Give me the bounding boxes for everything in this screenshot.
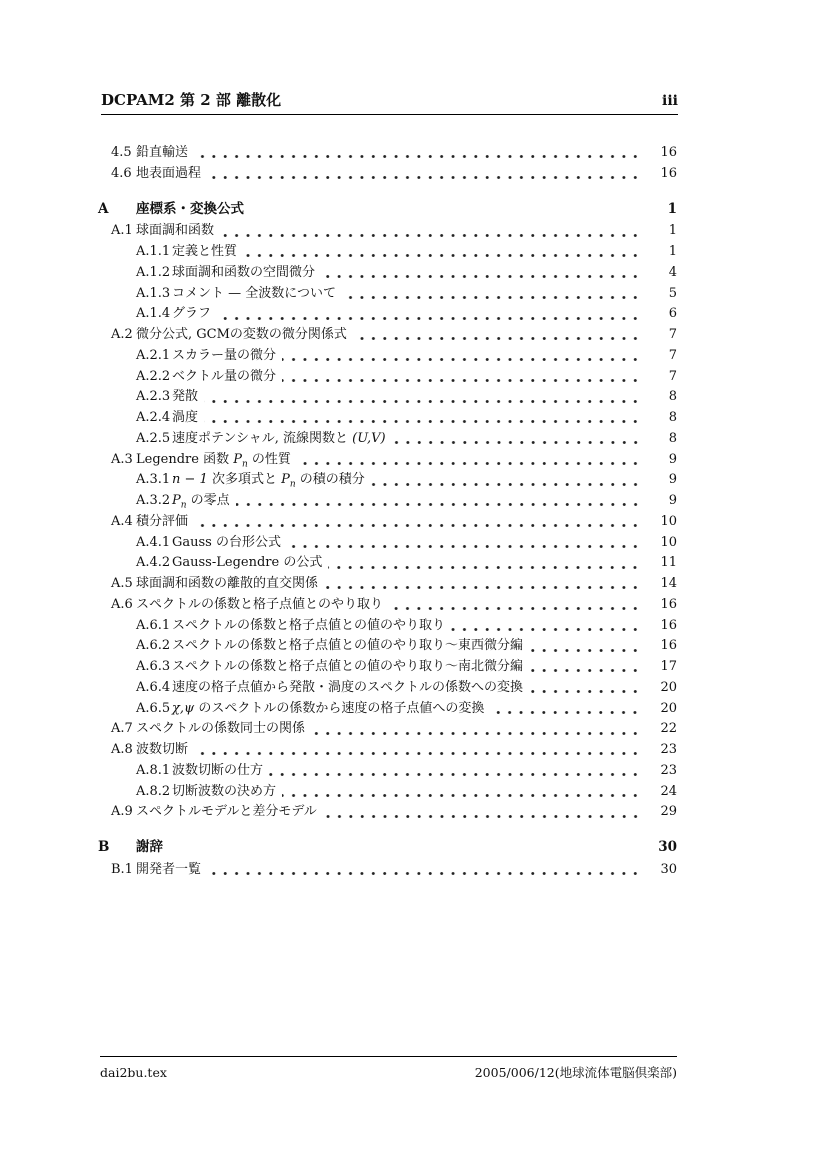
toc-entry-title: χ,ψ のスペクトルの係数から速度の格子点値への変換 <box>172 700 485 716</box>
toc-entry-title: 球面調和函数の離散的直交関係 <box>136 576 319 591</box>
toc-entry-page: 30 <box>658 839 677 855</box>
toc-entry <box>98 657 677 678</box>
toc-entry-title: Gauss の台形公式 <box>172 534 281 550</box>
toc-entry-page: 29 <box>660 804 677 820</box>
toc-entry <box>98 346 677 367</box>
page-header <box>101 92 678 115</box>
toc-entry-page: 20 <box>660 700 677 716</box>
toc-entry-number: 4.5 <box>111 145 132 160</box>
toc-entry-number: A.1.3 <box>136 285 171 301</box>
toc-entry-page: 7 <box>668 368 677 384</box>
toc-leader-dots <box>451 616 641 637</box>
toc-entry-number: A.3.2 <box>136 493 171 508</box>
toc-entry-title: 座標系・変換公式 <box>136 200 244 217</box>
toc-leader-dots <box>323 802 641 823</box>
toc-leader-dots <box>250 199 641 220</box>
toc-entry <box>98 304 677 325</box>
toc-entry-page: 7 <box>668 347 677 363</box>
toc-entry-page: 17 <box>660 659 677 674</box>
toc-leader-dots <box>217 304 641 325</box>
header-page-number: iii <box>662 93 678 109</box>
toc-entry-title: 開発者一覧 <box>136 861 202 877</box>
toc-entry <box>98 408 677 429</box>
toc-entry-title: ベクトル量の微分 <box>172 368 277 384</box>
toc-entry-number: B.1 <box>111 861 133 877</box>
toc-entry-title: 地表面過程 <box>136 165 202 181</box>
toc-entry <box>98 284 677 305</box>
toc-entry-title: n − 1 次多項式と $P_n$ の積の積分 <box>172 472 365 490</box>
toc-leader-dots <box>243 242 641 263</box>
toc-entry-page: 14 <box>660 576 677 591</box>
toc-entry <box>98 164 677 185</box>
toc-entry-title: 球面調和函数 <box>136 223 215 239</box>
toc-leader-dots <box>529 657 641 678</box>
toc-entry-title: 波数切断の仕方 <box>172 762 264 778</box>
toc-entry-title: グラフ <box>172 306 212 322</box>
toc-entry-title: 鉛直輸送 <box>136 145 189 160</box>
toc-entry-number: A.2.3 <box>136 389 171 405</box>
toc-entry-page: 8 <box>668 389 677 405</box>
toc-entry-page: 23 <box>660 762 677 778</box>
toc-entry-page: 7 <box>668 327 677 342</box>
toc-entry <box>98 782 677 803</box>
toc-leader-dots <box>204 387 641 408</box>
toc-entry-number: A.6.1 <box>136 617 171 633</box>
toc-entry-number: A.2.2 <box>136 368 171 384</box>
toc-leader-dots <box>321 263 641 284</box>
toc-entry-title: スペクトルの係数と格子点値とのやり取り <box>136 596 384 612</box>
toc-entry-page: 11 <box>660 555 677 571</box>
toc-entry-page: 23 <box>660 742 677 757</box>
toc-entry-page: 16 <box>660 165 677 181</box>
toc-entry-number: A.8.1 <box>136 762 171 778</box>
toc-entry-page: 24 <box>660 783 677 799</box>
toc-leader-dots <box>529 636 641 657</box>
toc-leader-dots <box>194 143 641 164</box>
toc-entry-page: 10 <box>660 534 677 550</box>
toc-entry-number: A.8.2 <box>136 783 171 799</box>
toc-entry <box>98 802 677 823</box>
toc-leader-dots <box>342 284 641 305</box>
toc-entry-title: 波数切断 <box>136 742 189 757</box>
toc-entry <box>98 740 677 761</box>
toc-leader-dots <box>371 470 641 491</box>
toc-entry-number: A.6.5 <box>136 700 171 716</box>
toc-entry-number: A.4.2 <box>136 555 171 571</box>
toc-entry <box>98 595 677 616</box>
toc-entry-number: A.3.1 <box>136 472 171 488</box>
toc-entry-title: スカラー量の微分 <box>172 347 277 363</box>
toc-entry <box>98 429 677 450</box>
toc-entry-page: 9 <box>668 472 677 488</box>
toc-entry-page: 8 <box>668 430 677 446</box>
toc-entry <box>98 636 677 657</box>
toc-entry <box>98 387 677 408</box>
toc-leader-dots <box>311 719 641 740</box>
toc-entry <box>98 263 677 284</box>
toc-entry-title: 切断波数の決め方 <box>172 783 277 799</box>
toc-leader-dots <box>220 221 641 242</box>
toc-entry-title: 微分公式, GCMの変数の微分関係式 <box>136 327 347 342</box>
toc-entry-number: A.3 <box>111 451 133 467</box>
toc-leader-dots <box>490 699 641 720</box>
toc-leader-dots <box>282 367 641 388</box>
toc-entry <box>98 860 677 881</box>
toc-entry-page: 9 <box>668 493 677 508</box>
toc-leader-dots <box>324 574 641 595</box>
toc-leader-dots <box>529 678 641 699</box>
toc-leader-dots <box>207 860 641 881</box>
toc-leader-dots <box>297 450 641 471</box>
toc-entry-title: スペクトルの係数同士の関係 <box>136 721 306 737</box>
toc-entry <box>98 325 677 346</box>
toc-entry-page: 9 <box>668 451 677 467</box>
toc-entry-page: 30 <box>660 861 677 877</box>
toc-entry-page: 4 <box>668 264 677 280</box>
toc-leader-dots <box>236 491 641 512</box>
toc-leader-dots <box>328 553 641 574</box>
toc-entry-number: A.2 <box>111 327 133 342</box>
toc-entry-page: 20 <box>660 679 677 695</box>
toc-entry-title: コメント — 全波数について <box>172 285 337 301</box>
toc-entry <box>98 574 677 595</box>
toc-entry-number: A.6.2 <box>136 638 171 654</box>
toc-entry <box>98 221 677 242</box>
toc-entry <box>98 761 677 782</box>
toc-entry <box>98 242 677 263</box>
toc-entry <box>98 470 677 491</box>
toc-entry-page: 16 <box>660 145 677 160</box>
toc-entry-number: A.9 <box>111 804 133 820</box>
toc-entry-number: A.6.3 <box>136 659 171 674</box>
toc-entry-page: 16 <box>660 638 677 654</box>
toc-entry-number: A.1.4 <box>136 306 171 322</box>
toc-entry-page: 16 <box>660 617 677 633</box>
toc-entry-title: スペクトルモデルと差分モデル <box>136 804 317 820</box>
page-footer <box>100 1056 677 1081</box>
toc-entry-number: A.1.1 <box>136 244 171 259</box>
toc-leader-dots <box>194 740 641 761</box>
toc-entry-page: 1 <box>667 200 677 217</box>
toc-entry <box>98 533 677 554</box>
toc-entry <box>98 553 677 574</box>
toc-entry <box>98 616 677 637</box>
toc-entry-page: 5 <box>668 285 677 301</box>
toc-entry-number: A.2.1 <box>136 347 171 363</box>
toc-leader-dots <box>392 429 641 450</box>
toc-entry-title: 速度の格子点値から発散・渦度のスペクトルの係数への変換 <box>172 679 524 695</box>
footer-date: 2005/006/12(地球流体電脳倶楽部) <box>474 1065 677 1080</box>
toc-entry-number: A.1.2 <box>136 264 171 280</box>
toc-entry-number: A.2.4 <box>136 410 171 425</box>
toc-entry-number: A.5 <box>111 576 133 591</box>
toc-leader-dots <box>194 512 641 533</box>
toc-entry-title: 定義と性質 <box>172 244 238 259</box>
toc-entry-title: Gauss‑Legendre の公式 <box>172 555 323 571</box>
toc-entry <box>98 367 677 388</box>
toc-leader-dots <box>169 837 641 858</box>
toc-entry-page: 22 <box>660 721 677 737</box>
toc-entry-number: A.6 <box>111 596 133 612</box>
toc-entry-number: B <box>98 839 110 855</box>
toc-entry-number: A.6.4 <box>136 679 171 695</box>
toc-entry <box>98 678 677 699</box>
toc-entry-title: 渦度 <box>172 410 199 425</box>
toc-entry-page: 6 <box>668 306 677 322</box>
toc-entry-title: 球面調和函数の空間微分 <box>172 264 316 280</box>
toc-entry-title: 謝辞 <box>136 839 163 855</box>
toc-entry-number: 4.6 <box>111 165 132 181</box>
toc-entry-title: 積分評価 <box>136 513 189 529</box>
toc-leader-dots <box>389 595 641 616</box>
toc-leader-dots <box>282 346 641 367</box>
toc-entry-number: A.1 <box>111 223 133 239</box>
toc-entry <box>98 512 677 533</box>
toc-entry <box>98 199 677 220</box>
toc-leader-dots <box>204 408 641 429</box>
table-of-contents <box>98 143 677 881</box>
toc-entry <box>98 719 677 740</box>
toc-entry <box>98 143 677 164</box>
toc-entry-number: A.8 <box>111 742 133 757</box>
toc-entry-page: 10 <box>660 513 677 529</box>
toc-leader-dots <box>287 533 641 554</box>
toc-entry-page: 8 <box>668 410 677 425</box>
toc-entry-number: A <box>98 200 109 217</box>
toc-entry-page: 16 <box>660 596 677 612</box>
toc-entry-page: 1 <box>668 223 677 239</box>
toc-entry-title: Legendre 函数 $P_n$ の性質 <box>136 451 291 470</box>
header-title: DCPAM2 第 2 部 離散化 <box>101 91 282 109</box>
toc-leader-dots <box>269 761 641 782</box>
toc-entry-page: 1 <box>668 244 677 259</box>
toc-entry-number: A.4 <box>111 513 133 529</box>
toc-entry-title: 速度ポテンシャル, 流線関数と (U,V) <box>172 430 386 446</box>
toc-entry-title: スペクトルの係数と格子点値との値のやり取り～東西微分編 <box>172 638 524 654</box>
toc-entry <box>98 450 677 471</box>
footer-filename: dai2bu.tex <box>100 1065 167 1080</box>
toc-entry-title: スペクトルの係数と格子点値との値のやり取り～南北微分編 <box>172 659 524 674</box>
toc-entry <box>98 837 677 858</box>
toc-entry-title: 発散 <box>172 389 199 405</box>
toc-entry <box>98 491 677 512</box>
toc-entry-number: A.4.1 <box>136 534 171 550</box>
toc-leader-dots <box>207 164 641 185</box>
toc-entry <box>98 699 677 720</box>
toc-entry-title: $P_n$ の零点 <box>172 493 230 511</box>
toc-entry-title: スペクトルの係数と格子点値との値のやり取り <box>172 617 446 633</box>
toc-leader-dots <box>353 325 641 346</box>
toc-leader-dots <box>282 782 641 803</box>
toc-entry-number: A.2.5 <box>136 430 171 446</box>
toc-entry-number: A.7 <box>111 721 133 737</box>
